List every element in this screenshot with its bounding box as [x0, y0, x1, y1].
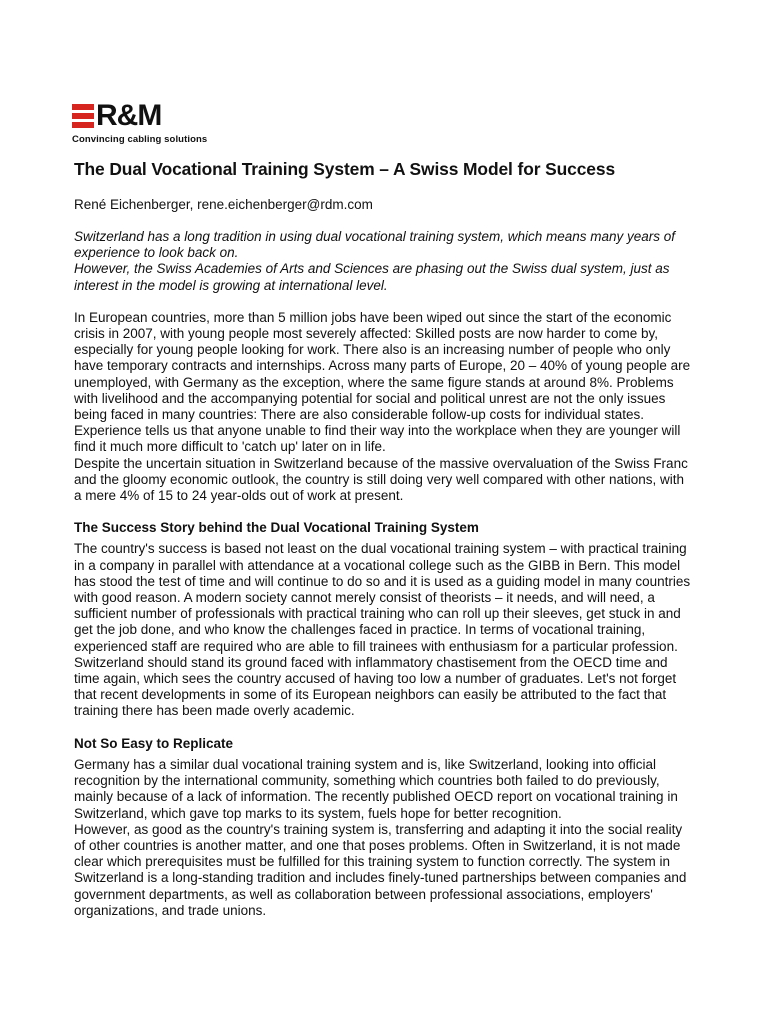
author-line: René Eichenberger, rene.eichenberger@rdm.com — [74, 197, 373, 212]
section-heading-replicate: Not So Easy to Replicate — [74, 735, 234, 751]
company-logo — [72, 100, 207, 145]
section1-paragraph-2: Switzerland should stand its ground faced with inflammatory chastisement from the OECD time and time again, which sees the country accused of having too low a number of graduates. Let's not forget that recent developments in some of its European neighbors can easily be attributed to the fact that training there has been made overly academic. — [74, 654, 677, 719]
body-paragraph-1: In European countries, more than 5 million jobs have been wiped out since the start of the economic crisis in 2007, with young people most severely affected: Skilled posts are now harder to come by, especially for young people looking for work. There also is an increasing number of people who only have temporary contracts and internships. Across many parts of Europe, 20 – 40% of young people are unemployed, with Germany as the exception, where the same figure stands at around 8%. Problems with livelihood and the accompanying potential for social and political unrest are not the only issues being faced in many countries: There are also considerable follow-up costs for individual states. Experience tells us that anyone unable to find their way into the workplace when they are younger will find it much more difficult to 'catch up' later on in life. — [74, 309, 691, 455]
article — [74, 157, 694, 919]
logo-brand: R&M — [96, 99, 162, 132]
logo-tagline: Convincing cabling solutions — [72, 134, 208, 145]
section2-paragraph-2: However, as good as the country's training system is, transferring and adapting it into the social reality of other countries is another matter, and one that poses problems. Often in Switzerland, it is not made clear which prerequisites must be fulfilled for this training system to function correctly. The system in Switzerland is a long-standing tradition and includes finely-tuned partnerships between companies and government departments, as well as collaboration between professional associations, employers' organizations, and trade unions. — [74, 821, 687, 918]
section1-paragraph-1: The country's success is based not least on the dual vocational training system – with practical training in a company in parallel with attendance at a vocational college such as the GIBB in Bern. This model has stood the test of time and will continue to do so and it is used as a guiding model in many countries with good reason. A modern society cannot merely consist of theorists – it needs, and will need, a sufficient number of professionals with practical training who can roll up their sleeves, get stuck in and get the job done, and who know the challenges faced in practice. In terms of vocational training, experienced staff are required who are able to fill trainees with enthusiasm for a particular profession. — [74, 541, 691, 654]
logo-bars-icon — [72, 104, 94, 128]
intro-block — [74, 229, 694, 294]
intro-sentence-1: Switzerland has a long tradition in using dual vocational training system, which means many years of experience to look back on. — [74, 229, 676, 261]
section-heading-success-story: The Success Story behind the Dual Vocational Training System — [74, 520, 479, 536]
section2-paragraph-1: Germany has a similar dual vocational training system and is, like Switzerland, looking into official recognition by the international community, something which countries both failed to do previously, mainly because of a lack of information. The recently published OECD report on vocational training in Switzerland, which gave top marks to its system, fuels hope for better recognition. — [74, 756, 678, 821]
article-title: The Dual Vocational Training System – A Swiss Model for Success — [74, 159, 616, 179]
intro-sentence-2: However, the Swiss Academies of Arts and Sciences are phasing out the Swiss dual system, just as interest in the model is growing at international level. — [74, 261, 670, 293]
body-paragraph-2: Despite the uncertain situation in Switzerland because of the massive overvaluation of the Swiss Franc and the gloomy economic outlook, the country is still doing very well compared with other nations, with a mere 4% of 15 to 24 year-olds out of work at present. — [74, 455, 688, 504]
